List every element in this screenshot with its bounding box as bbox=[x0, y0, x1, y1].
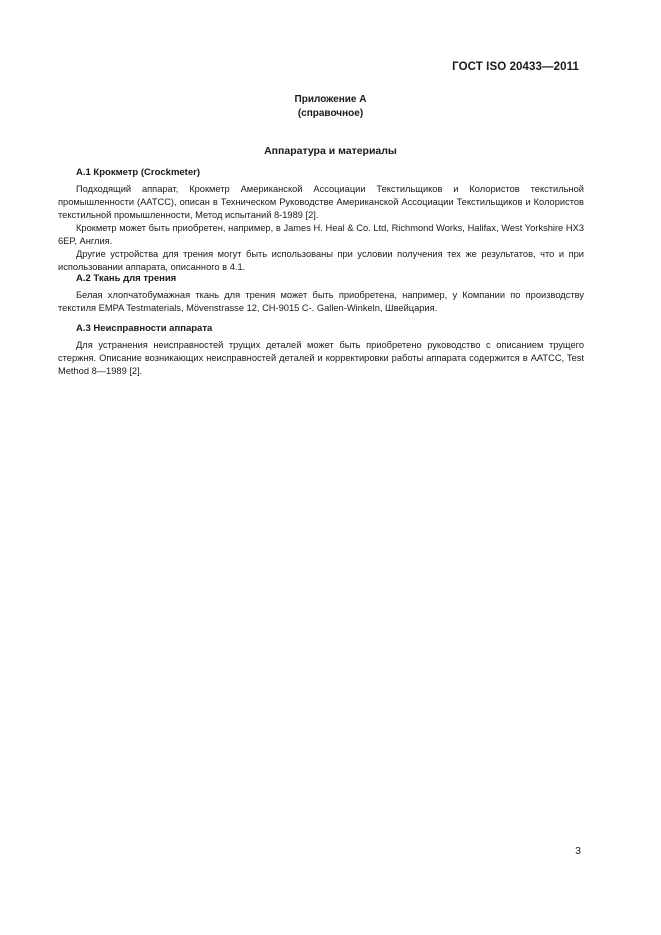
subsection-a2 bbox=[58, 272, 584, 315]
page-number: 3 bbox=[575, 845, 581, 857]
paragraph: Подходящий аппарат, Крокметр Американской Ассоциации Текстильщиков и Колористов текстильной промышленности (AATCC), описан в Техническом Руководстве Американской Ассоциации Текстильщиков и Колористов текстильной промышленности, Метод испытаний 8-1989 [2]. bbox=[58, 184, 584, 220]
subsection-heading: А.1 Крокметр (Crockmeter) bbox=[76, 167, 200, 178]
annex-subtitle: (справочное) bbox=[297, 108, 364, 119]
annex-title: Приложение А bbox=[294, 94, 367, 105]
paragraph: Для устранения неисправностей трущих деталей может быть приобретено руководство с описанием трущего стержня. Описание возникающих неисправностей деталей и корректировки работы аппарата содержится в AATCC, Test Method 8—1989 [2]. bbox=[58, 340, 584, 376]
subsection-heading: А.2 Ткань для трения bbox=[76, 273, 177, 284]
subsection-heading: А.3 Неисправности аппарата bbox=[76, 323, 213, 334]
annex-heading bbox=[0, 93, 661, 121]
subsection-a1 bbox=[58, 166, 584, 274]
paragraph: Крокметр может быть приобретен, например, в James H. Heal & Co. Ltd, Richmond Works, Halifax, West Yorkshire HX3 6EP, Англия. bbox=[58, 223, 584, 246]
paragraph: Другие устройства для трения могут быть использованы при условии получения тех же результатов, что и при использовании аппарата, описанного в 4.1. bbox=[58, 249, 584, 272]
document-code: ГОСТ ISO 20433—2011 bbox=[452, 61, 579, 73]
subsection-a3 bbox=[58, 322, 584, 378]
paragraph: Белая хлопчатобумажная ткань для трения может быть приобретена, например, у Компании по производству текстиля EMPA Testmaterials, Mövenstrasse 12, CH-9015 C-. Gallen-Winkeln, Швейцария. bbox=[58, 290, 584, 313]
section-title: Аппаратура и материалы bbox=[264, 145, 397, 157]
